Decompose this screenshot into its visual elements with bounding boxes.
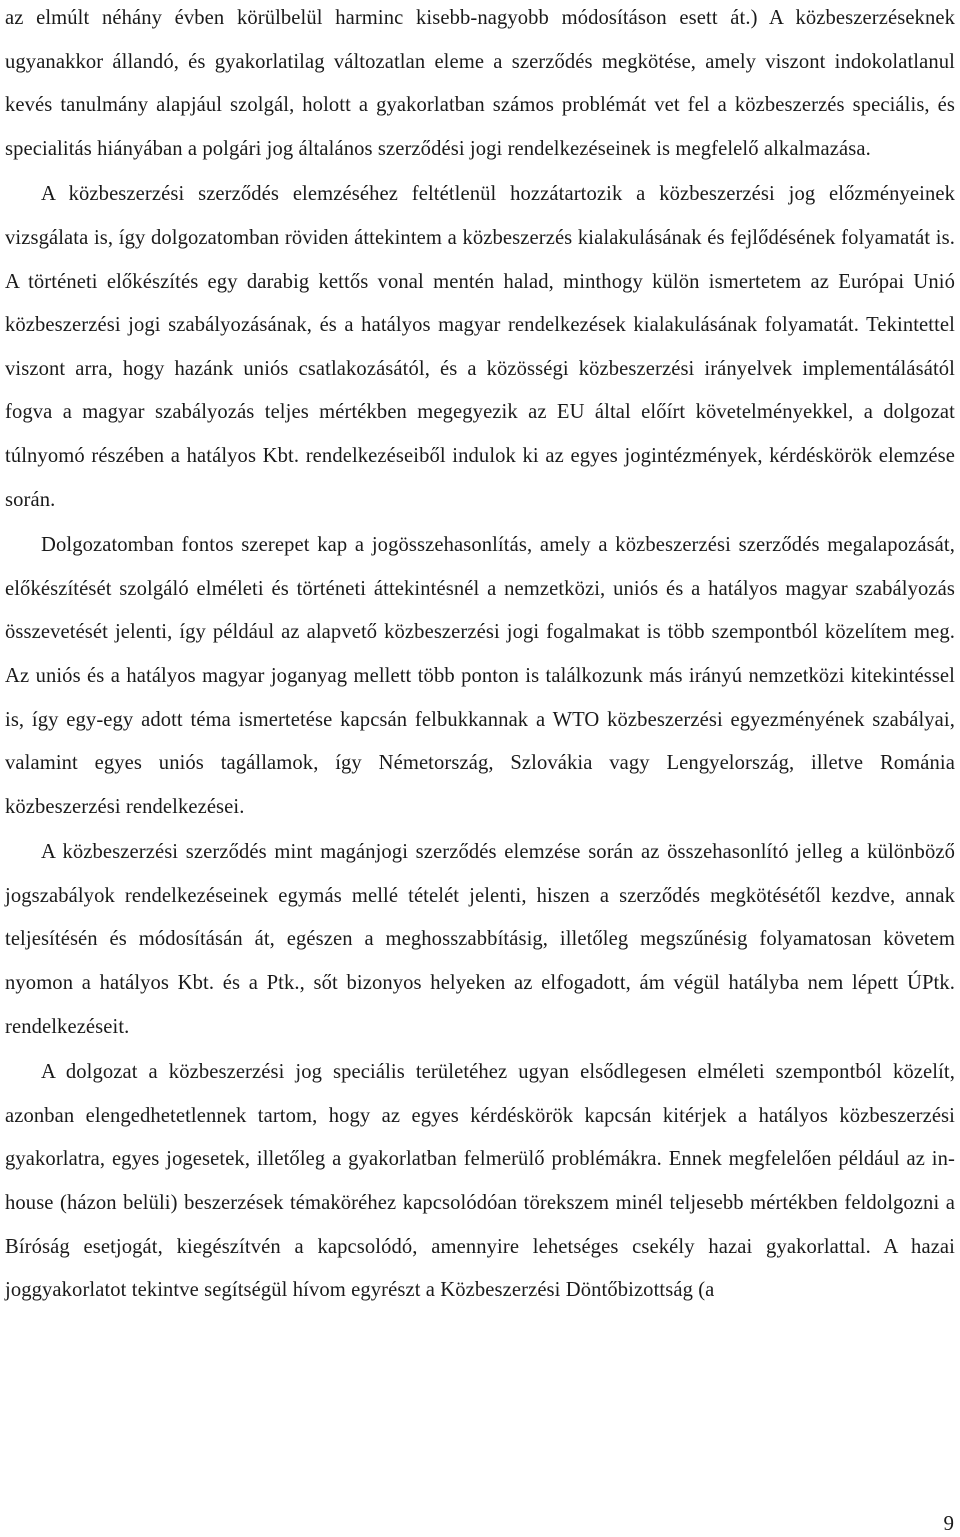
paragraph-5: A dolgozat a közbeszerzési jog speciális területéhez ugyan elsődlegesen elméleti szempontból közelít, azonban elengedhetetlennek tartom, hogy az egyes kérdéskörök kapcsán kitérjek a hatályos közbeszerzési gyakorlatra, egyes jogesetek, illetőleg a gyakorlatban felmerülő problémákra. Ennek megfelelően például az in-house (házon belüli) beszerzések témaköréhez kapcsolódóan törekszem minél teljesebb mértékben feldolgozni a Bíróság esetjogát, kiegészítvén a kapcsolódó, amennyire lehetséges csekély hazai gyakorlattal. A hazai joggyakorlatot tekintve segítségül hívom egyrészt a Közbeszerzési Döntőbizottság (a [5, 1061, 955, 1302]
paragraph-2: A közbeszerzési szerződés elemzéséhez feltétlenül hozzátartozik a közbeszerzési jog előzményeinek vizsgálata is, így dolgozatomban röviden áttekintem a közbeszerzés kialakulásának és fejlődésének folyamatát is. A történeti előkészítés egy darabig kettős vonal mentén halad, minthogy külön ismertetem az Európai Unió közbeszerzési jogi szabályozásának, és a hatályos magyar rendelkezések kialakulásának folyamatát. Tekintettel viszont arra, hogy hazánk uniós csatlakozásától, és a közösségi közbeszerzési irányelvek implementálásától fogva a magyar szabályozás teljes mértékben megegyezik az EU által előírt követelményekkel, a dolgozat túlnyomó részében a hatályos Kbt. rendelkezéseiből indulok ki az egyes jogintézmények, kérdéskörök elemzése során. [5, 183, 955, 511]
paragraph-3: Dolgozatomban fontos szerepet kap a jogösszehasonlítás, amely a közbeszerzési szerződés megalapozását, előkészítését szolgáló elméleti és történeti áttekintésnél a nemzetközi, uniós és a hatályos magyar szabályozás összevetését jelenti, így például az alapvető közbeszerzési jogi fogalmakat is több szempontból közelítem meg. Az uniós és a hatályos magyar joganyag mellett több ponton is találkozunk más irányú nemzetközi kitekintéssel is, így egy-egy adott téma ismertetése kapcsán felbukkannak a WTO közbeszerzési egyezményének szabályai, valamint egyes uniós tagállamok, így Németország, Szlovákia vagy Lengyelország, illetve Románia közbeszerzési rendelkezései. [5, 534, 955, 818]
page-number: 9 [943, 1511, 954, 1535]
document-page [5, 0, 955, 1315]
paragraph-4: A közbeszerzési szerződés mint magánjogi szerződés elemzése során az összehasonlító jelleg a különböző jogszabályok rendelkezéseinek egymás mellé tételét jelenti, hiszen a szerződés megkötésétől kezdve, annak teljesítésén és módosításán át, egészen a meghosszabbításig, illetőleg megszűnésig folyamatosan követem nyomon a hatályos Kbt. és a Ptk., sőt bizonyos helyeken az elfogadott, ám végül hatályba nem lépett ÚPtk. rendelkezéseit. [5, 841, 955, 1038]
paragraph-1: az elmúlt néhány évben körülbelül harminc kisebb-nagyobb módosításon esett át.) A közbeszerzéseknek ugyanakkor állandó, és gyakorlatilag változatlan eleme a szerződés megkötése, amely viszont indokolatlanul kevés tanulmány alapjául szolgál, holott a gyakorlatban számos problémát vet fel a közbeszerzés speciális, és specialitás hiányában a polgári jog általános szerződési jogi rendelkezéseinek is megfelelő alkalmazása. [5, 7, 955, 160]
